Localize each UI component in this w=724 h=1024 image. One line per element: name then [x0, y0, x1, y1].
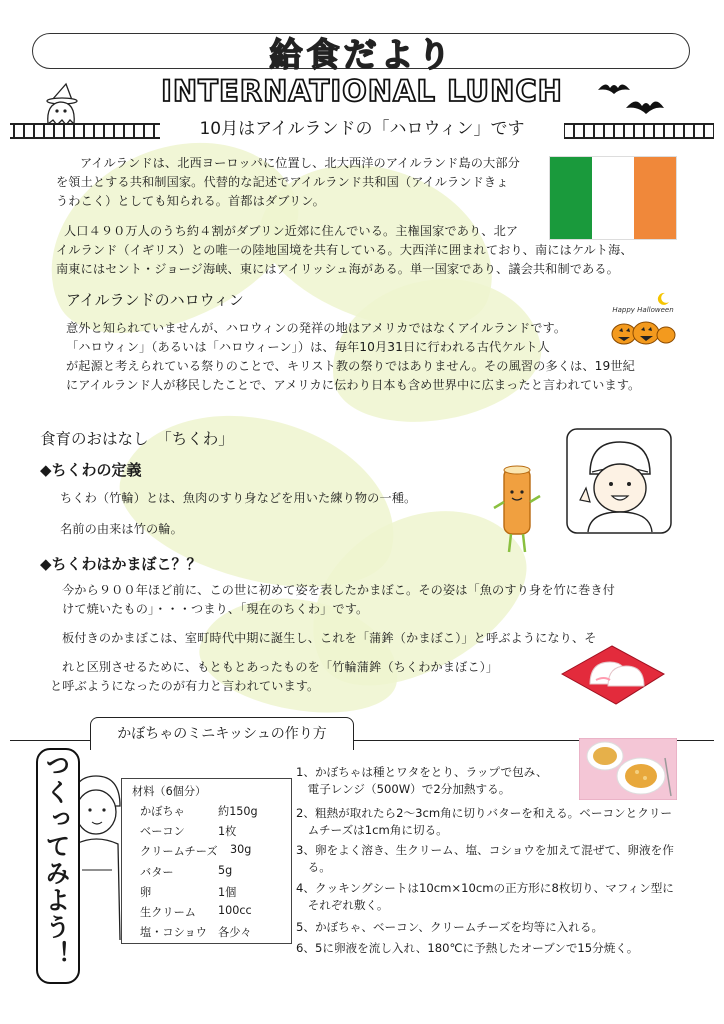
ingredients-heading: 材料（6個分） — [132, 785, 207, 798]
halloween-heading: アイルランドのハロウィン — [66, 291, 244, 309]
step-line: それぞれ敷く。 — [296, 898, 389, 913]
text-line: イルランド（イギリス）との唯一の陸地国境を共有している。大西洋に囲まれており、南にはケルト海、 — [56, 242, 633, 257]
ireland-paragraph-2 — [56, 222, 696, 279]
lunch-staff-illustration — [566, 428, 672, 534]
text-line: が起源と考えられている祭りのことで、キリスト教の祭りではありません。その風習の多くは、19世紀 — [66, 358, 635, 373]
text-line: ちくわ（竹輪）とは、魚肉のすり身などを用いた練り物の一種。 — [60, 491, 417, 505]
text-line: うわこく）としても知られる。首都はダブリン。 — [56, 193, 325, 208]
recipe-step-6 — [296, 940, 676, 957]
halloween-paragraph — [56, 319, 696, 395]
ingredient-name: バター — [140, 866, 174, 879]
recipe-step-3 — [296, 842, 676, 877]
step-line: る。 — [296, 860, 331, 875]
text-line: 「ハロウィン」（あるいは「ハロウィーン」）は、毎年10月31日に行われる古代ケルト人 — [66, 339, 550, 354]
subtitle-english: INTERNATIONAL LUNCH — [161, 74, 563, 108]
ingredient-name: クリームチーズ — [140, 845, 218, 858]
step-line: 4、クッキングシートは10cm×10cmの正方形に8枚切り、マフィン型に — [296, 881, 674, 895]
moon-icon — [656, 292, 670, 306]
step-line: 3、卵をよく溶き、生クリーム、塩、コショウを加えて混ぜて、卵液を作 — [296, 843, 674, 857]
text-line: と呼ぶようになったのが有力と言われています。 — [50, 678, 320, 693]
recipe-step-4 — [296, 880, 676, 915]
step-line: 5、かぼちゃ、ベーコン、クリームチーズを均等に入れる。 — [296, 920, 604, 934]
ingredient-name: かぼちゃ — [140, 805, 185, 818]
text-line: 板付きのかまぼこは、室町時代中期に誕生し、これを「蒲鉾（かまぼこ）」と呼ぶようになり、そ — [62, 630, 597, 645]
ingredient-name: 塩・コショウ — [140, 926, 207, 939]
step-line: 電子レンジ（500W）で2分加熱する。 — [296, 782, 511, 797]
text-line: 今から９００年ほど前に、この世に初めて姿を表したかまぼこ。その姿は「魚のすり身を竹に巻き付 — [62, 583, 615, 597]
kamaboko-heading: ◆ちくわはかまぼこ？？ — [40, 555, 202, 573]
chikuwa-section-heading: 食育のおはなし 「ちくわ」 — [40, 430, 234, 448]
step-line: 1、かぼちゃは種とワタをとり、ラップで包み、 — [296, 765, 548, 779]
ingredient-amount: 5g — [218, 864, 233, 877]
ingredient-amount: 100cc — [218, 904, 252, 917]
text-line: 名前の由来は竹の輪。 — [60, 521, 183, 536]
text-line: 人口４９０万人のうち約４割がダブリン近郊に住んでいる。主権国家であり、北ア — [64, 224, 519, 238]
step-line: ムチーズは1cm角に切る。 — [296, 823, 448, 838]
ingredient-name: 生クリーム — [140, 906, 196, 919]
badge-text: Happy Halloween — [612, 306, 674, 314]
recipe-title: かぼちゃのミニキッシュの作り方 — [90, 717, 354, 750]
ireland-paragraph-1 — [56, 154, 546, 211]
ingredient-amount: 各少々 — [218, 926, 252, 939]
bats-icon — [596, 76, 666, 122]
chikuwa-definition-heading: ◆ちくわの定義 — [40, 461, 142, 479]
try-making-label: つくってみよう！ — [42, 752, 71, 968]
ingredient-name: ベーコン — [140, 825, 185, 838]
ingredient-amount: 1枚 — [218, 825, 237, 838]
ingredients-box — [121, 778, 292, 944]
step-line: 2、粗熱が取れたら2〜3cm角に切りバターを和える。ベーコンとクリー — [296, 806, 673, 820]
recipe-step-2 — [296, 805, 676, 840]
recipe-step-5 — [296, 919, 676, 936]
recipe-step-1 — [296, 764, 676, 799]
chikuwa-definition-text — [60, 489, 480, 539]
ingredient-name: 卵 — [140, 886, 152, 899]
kamaboko-plate-illustration — [556, 644, 668, 708]
month-title: 10月はアイルランドの「ハロウィン」です — [199, 119, 525, 139]
ingredient-amount: 1個 — [218, 886, 237, 899]
text-line: を領土とする共和制国家。代替的な記述でアイルランド共和国（アイルランドきょ — [56, 174, 509, 189]
text-line: アイルランドは、北西ヨーロッパに位置し、北大西洋のアイルランド島の大部分 — [80, 156, 520, 170]
ingredient-amount: 30g — [230, 843, 252, 856]
chikuwa-character-icon — [488, 462, 544, 558]
text-line: けて焼いたもの」・・・つまり、「現在のちくわ」です。 — [62, 601, 369, 616]
text-line: にアイルランド人が移民したことで、アメリカに伝わり日本も含め世界中に広まったと言われています。 — [66, 377, 641, 392]
text-line: 意外と知られていませんが、ハロウィンの発祥の地はアメリカではなくアイルランドです。 — [66, 321, 567, 335]
text-line: れと区別させるために、もともとあったものを「竹輪蒲鉾（ちくわかまぼこ）」 — [62, 659, 499, 674]
step-line: 6、5に卵液を流し入れ、180℃に予熱したオーブンで15分焼く。 — [296, 941, 639, 955]
page-title: 給食だより — [269, 35, 455, 74]
ingredient-amount: 約150g — [218, 805, 258, 818]
text-line: 南東にはセント・ジョージ海峡、東にはアイリッシュ海がある。単一国家であり、議会共和制である。 — [56, 261, 619, 276]
